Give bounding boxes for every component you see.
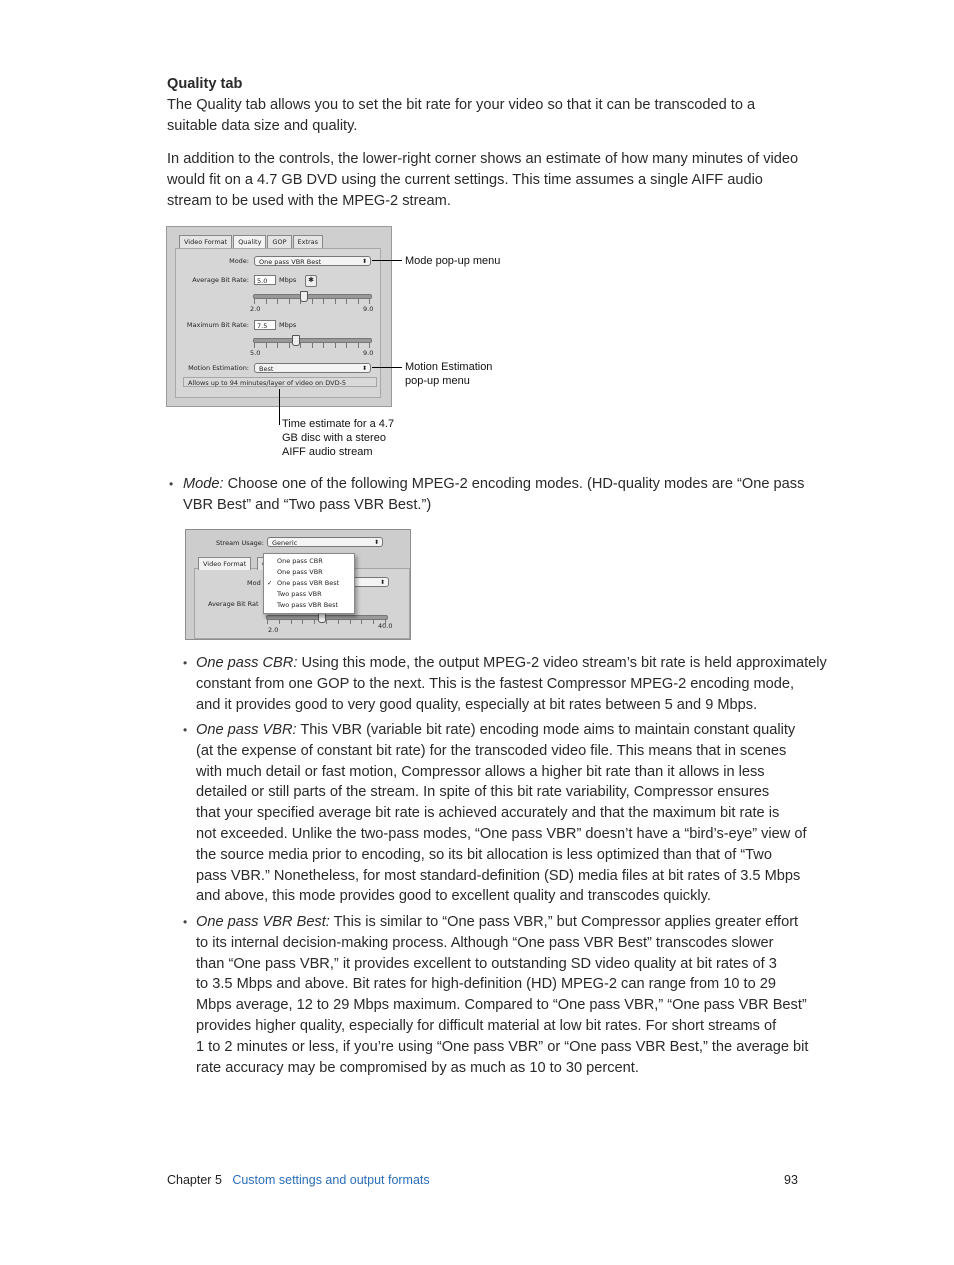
sub-bullet-line: pass VBR.” Nonetheless, for most standard-definition (SD) media files at bit rates of 3.5 Mbps	[196, 867, 801, 884]
popup-arrows-icon: ⬍	[379, 579, 385, 586]
stream-usage-label: Stream Usage:	[215, 539, 264, 547]
menu-item-label: Two pass VBR Best	[277, 601, 339, 609]
sub-bullet-line: with much detail or fast motion, Compressor allows a higher bit rate than it allows in less	[196, 763, 765, 780]
menu-item-one-pass-cbr[interactable]	[264, 556, 354, 567]
bullet-dot: •	[183, 915, 188, 929]
sub-bullet-line: (at the expense of constant bit rate) for the transcoded video file. This means that in scenes	[196, 742, 787, 759]
callout-time-2: GB disc with a stereo	[282, 432, 386, 444]
bullet-dot: •	[183, 656, 188, 670]
sub-bullet-line: to its internal decision-making process. Although “One pass VBR Best” transcodes slower	[196, 934, 774, 951]
tab-bar	[179, 235, 323, 248]
mode-bullet-line-1	[183, 474, 804, 495]
sub-bullet-line: that your specified average bit rate is achieved accurately and that the maximum bit rate is	[196, 805, 780, 822]
sub-bullet-line: and it provides good to very good quality, especially at bit rates between 5 and 9 Mbps.	[196, 696, 758, 713]
sub-bullet-line: and above, this mode provides good to excellent quality and transcodes quickly.	[196, 888, 711, 905]
footer-chapter-line	[167, 1173, 430, 1187]
max-slider-thumb[interactable]	[292, 335, 300, 346]
mode-dropdown-menu	[263, 553, 355, 614]
menu-item-label: One pass CBR	[277, 557, 323, 565]
sub-bullet-line: than “One pass VBR,” it provides excellent to outstanding SD video quality at bit rates of 3	[196, 955, 777, 972]
avg-slider-thumb[interactable]	[300, 291, 308, 302]
sub-bullet-line: provides higher quality, especially for difficult material at low bit rates. For short streams of	[196, 1018, 777, 1034]
max-bit-rate-label: Maximum Bit Rate:	[186, 321, 249, 329]
sub-bullet-line: the source media prior to encoding, so its bit allocation is less optimized than that of “Two	[196, 846, 772, 863]
avg-bit-rate-label: Average Bit Rate:	[192, 276, 249, 284]
footer-chapter: Chapter 5	[167, 1173, 222, 1187]
motion-estimation-popup[interactable]	[254, 363, 371, 373]
callout-mode: Mode pop-up menu	[405, 255, 501, 267]
mode-popup[interactable]	[254, 256, 371, 266]
menu-item-label: One pass VBR	[277, 568, 323, 576]
avg-bit-rate-field[interactable]: 5.0	[254, 275, 276, 285]
sub-bullet-line	[196, 912, 798, 933]
sub-bullet-line: to 3.5 Mbps and above. Bit rates for high-definition (HD) MPEG-2 can range from 10 to 29	[196, 976, 776, 993]
tab-gop[interactable]: GOP	[267, 235, 291, 248]
sub-bullet-text: This is similar to “One pass VBR,” but Compressor applies greater effort	[329, 914, 799, 930]
callout-motion-1: Motion Estimation	[405, 361, 493, 373]
menu-item-one-pass-vbr[interactable]	[264, 567, 354, 578]
callout-time-3: AIFF audio stream	[282, 446, 373, 458]
menu-item-label: Two pass VBR	[277, 590, 322, 598]
intro-paragraph-1: The Quality tab allows you to set the bit rate for your video so that it can be transcoded to a suitable data size and quality.	[167, 97, 756, 134]
sub-bullet-line: not exceeded. Unlike the two-pass modes, “One pass VBR” doesn’t have a “bird’s-eye” view of	[196, 826, 807, 842]
mode-callout-line	[372, 260, 402, 261]
sub-bullet-line: Mbps average, 12 to 29 Mbps maximum. Compared to “One pass VBR,” “One pass VBR Best”	[196, 997, 807, 1014]
menu-item-two-pass-vbr-best[interactable]	[264, 600, 354, 611]
slider-ticks	[267, 619, 386, 624]
menu-item-label: One pass VBR Best	[277, 579, 340, 587]
scale-max: 40.0	[378, 622, 393, 630]
tab-extras[interactable]: Extras	[293, 235, 324, 248]
avg-slider-ticks	[254, 299, 370, 304]
tab-quality[interactable]: Quality	[233, 235, 266, 248]
popup-arrows-icon: ⬍	[361, 258, 367, 265]
mode-popup-value: One pass VBR Best	[259, 258, 322, 266]
sub-bullet-line: 1 to 2 minutes or less, if you’re using “One pass VBR” or “One pass VBR Best,” the average bit	[196, 1038, 809, 1055]
time-estimate-text: Allows up to 94 minutes/layer of video on DVD-5	[183, 377, 377, 387]
avg-scale-min: 2.0	[250, 305, 261, 313]
mode-menu-screenshot	[185, 529, 411, 640]
motion-estimation-value: Best	[259, 365, 274, 373]
popup-arrows-icon: ⬍	[361, 365, 367, 372]
footer-chapter-link[interactable]: Custom settings and output formats	[232, 1173, 430, 1187]
sub-bullet-line	[196, 720, 795, 741]
sub-bullet-line	[196, 653, 827, 674]
time-callout-line	[279, 389, 280, 425]
callout-time-1: Time estimate for a 4.7	[282, 418, 395, 430]
checkmark-icon: ✓	[267, 579, 273, 587]
intro-paragraph-2: In addition to the controls, the lower-right corner shows an estimate of how many minutes of video would fit on a 4.7 GB DVD using the current settings. This time assumes a single AIFF audio stream to be used with the MPEG-2 stream.	[167, 151, 799, 209]
sub-bullet-text: This VBR (variable bit rate) encoding mode aims to maintain constant quality	[296, 722, 796, 738]
sub-bullet-term: One pass VBR Best:	[196, 914, 330, 930]
avg-bit-rate-label-partial: Average Bit Rat	[208, 600, 259, 608]
bullet-dot: •	[169, 477, 174, 491]
stream-usage-popup[interactable]	[267, 537, 383, 547]
page-number: 93	[784, 1173, 798, 1187]
sub-bullet-text: Using this mode, the output MPEG-2 video stream’s bit rate is held approximately	[297, 655, 827, 671]
mode-bullet-text-1: Choose one of the following MPEG-2 encoding modes. (HD-quality modes are “One pass	[223, 476, 805, 492]
sub-bullet-line: constant from one GOP to the next. This is the fastest Compressor MPEG-2 encoding mode,	[196, 675, 795, 692]
scale-min: 2.0	[268, 626, 279, 634]
sub-bullet-line: detailed or still parts of the stream. In spite of this bit rate variability, Compressor ensures	[196, 784, 770, 801]
menu-item-two-pass-vbr[interactable]	[264, 589, 354, 600]
mode-term: Mode:	[183, 476, 224, 492]
max-scale-max: 9.0	[363, 349, 374, 357]
max-bit-rate-field[interactable]: 7.5	[254, 320, 276, 330]
popup-arrows-icon: ⬍	[373, 539, 379, 546]
mode-bullet-line-2: VBR Best” and “Two pass VBR Best.”)	[183, 497, 432, 513]
mode-label-partial: Mod	[247, 579, 261, 587]
mode-label: Mode:	[229, 257, 249, 265]
callout-motion-2: pop-up menu	[405, 375, 470, 387]
avg-scale-max: 9.0	[363, 305, 374, 313]
quality-tab-screenshot	[166, 226, 392, 407]
tab-video-format[interactable]: Video Format	[198, 557, 251, 570]
max-slider-ticks	[254, 343, 370, 348]
sub-bullet-line: rate accuracy may be compromised by as much as 10 to 30 percent.	[196, 1059, 639, 1076]
section-heading: Quality tab	[167, 76, 243, 92]
motion-callout-line	[372, 367, 402, 368]
gear-icon[interactable]: ✱	[305, 275, 317, 287]
bullet-dot: •	[183, 723, 188, 737]
menu-item-one-pass-vbr-best[interactable]	[264, 578, 354, 589]
tab-video-format[interactable]: Video Format	[179, 235, 232, 248]
motion-estimation-label: Motion Estimation:	[188, 364, 249, 372]
sub-bullet-term: One pass VBR:	[196, 722, 297, 738]
max-scale-min: 5.0	[250, 349, 261, 357]
avg-bit-rate-unit: Mbps	[279, 276, 297, 284]
stream-usage-value: Generic	[272, 539, 298, 547]
max-bit-rate-unit: Mbps	[279, 321, 297, 329]
sub-bullet-term: One pass CBR:	[196, 655, 298, 671]
